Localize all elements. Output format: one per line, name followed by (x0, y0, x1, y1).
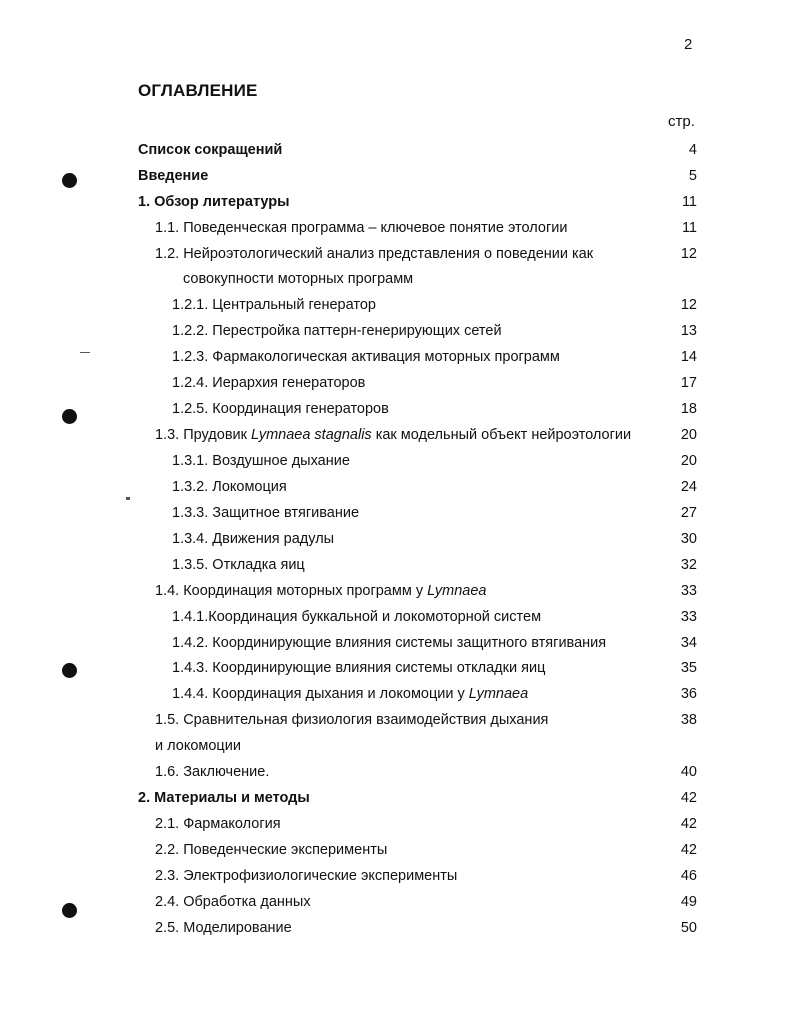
toc-entry-text: и локомоции (155, 738, 241, 754)
toc-entry[interactable] (0, 502, 793, 524)
toc-entry[interactable] (0, 709, 793, 731)
toc-entry-page: 13 (680, 323, 697, 339)
toc-entry-text (155, 424, 631, 446)
toc-entry-text: 2.3. Электрофизиологические эксперименты (155, 868, 458, 884)
toc-entry-text-prefix: 1.3. Прудовик (155, 427, 252, 443)
toc-entry[interactable] (0, 554, 793, 576)
toc-entry-text: Введение (138, 168, 209, 184)
toc-entry-text: 1.2.1. Центральный генератор (172, 297, 376, 313)
toc-entry[interactable] (0, 346, 793, 368)
toc-entry[interactable] (0, 787, 793, 809)
toc-entry-text: 1.3.3. Защитное втягивание (172, 505, 360, 521)
toc-entry-page: 20 (680, 453, 697, 469)
toc-entry[interactable] (0, 398, 793, 420)
toc-entry[interactable] (0, 839, 793, 861)
toc-entry-page: 4 (688, 142, 697, 158)
toc-entry[interactable] (0, 243, 793, 265)
toc-entry-text: совокупности моторных программ (183, 271, 414, 287)
toc-entry-text: 1.2.4. Иерархия генераторов (172, 375, 366, 391)
toc-entry-page: 27 (680, 505, 697, 521)
toc-entry-text: 1. Обзор литературы (138, 194, 290, 210)
toc-entry-continuation (0, 268, 793, 290)
toc-entry-page: 17 (680, 375, 697, 391)
toc-entry-text-prefix: 1.4. Координация моторных программ у (155, 583, 428, 599)
toc-entry-text-prefix: 1.4.4. Координация дыхания и локомоции у (172, 686, 469, 702)
toc-entry-page: 5 (688, 168, 697, 184)
toc-entry[interactable] (0, 139, 793, 161)
toc-entry-text: 2.1. Фармакология (155, 816, 281, 832)
toc-entry-page: 30 (680, 531, 697, 547)
toc-entry[interactable] (0, 580, 793, 602)
toc-entry-page: 12 (680, 297, 697, 313)
species-name-italic: Lymnaea stagnalis (251, 427, 372, 443)
toc-entry-text: 1.3.4. Движения радулы (172, 531, 335, 547)
toc-entry-text: 2. Материалы и методы (138, 790, 310, 806)
toc-entry[interactable] (0, 891, 793, 913)
toc-entry-page: 42 (680, 790, 697, 806)
toc-entry-page: 33 (680, 583, 697, 599)
toc-entry[interactable] (0, 476, 793, 498)
toc-entry[interactable] (0, 165, 793, 187)
toc-entry-page: 46 (680, 868, 697, 884)
toc-entry-text: 1.4.2. Координирующие влияния системы защитного втягивания (172, 635, 607, 651)
toc-entry-page: 11 (681, 220, 697, 236)
toc-entry[interactable] (0, 865, 793, 887)
toc-entry-text: Список сокращений (138, 142, 283, 158)
page-number: 2 (684, 36, 693, 53)
page-title: ОГЛАВЛЕНИЕ (138, 81, 258, 100)
toc-entry[interactable] (0, 372, 793, 394)
toc-entry-page: 50 (680, 920, 697, 936)
toc-entry-page: 33 (680, 609, 697, 625)
toc-entry[interactable] (0, 606, 793, 628)
toc-entry-page: 11 (681, 194, 697, 210)
toc-entry[interactable] (0, 320, 793, 342)
toc-entry-text: 1.3.5. Откладка яиц (172, 557, 305, 573)
toc-entry-page: 36 (680, 686, 697, 702)
toc-entry-page: 49 (680, 894, 697, 910)
toc-entry-text: 2.4. Обработка данных (155, 894, 311, 910)
toc-entry-page: 32 (680, 557, 697, 573)
toc-entry[interactable] (0, 657, 793, 679)
species-name-italic: Lymnaea (468, 686, 529, 702)
toc-entry-page: 35 (680, 660, 697, 676)
toc-entry[interactable] (0, 450, 793, 472)
toc-entry-page: 18 (680, 401, 697, 417)
toc-entry[interactable] (0, 632, 793, 654)
toc-entry-text: 1.6. Заключение. (155, 764, 270, 780)
toc-entry-text: 1.2.5. Координация генераторов (172, 401, 389, 417)
toc-entry-page: 38 (680, 712, 697, 728)
toc-entry[interactable] (0, 528, 793, 550)
toc-entry-text: 1.1. Поведенческая программа – ключевое понятие этологии (155, 220, 568, 236)
toc-entry-page: 20 (680, 427, 697, 443)
toc-entry-text: 1.3.2. Локомоция (172, 479, 287, 495)
toc-entry-page: 12 (680, 246, 697, 262)
page-column-label: стр. (668, 113, 695, 130)
toc-entry[interactable] (0, 191, 793, 213)
toc-entry-text-suffix: как модельный объект нейроэтологии (371, 427, 632, 443)
toc-entry-page: 14 (680, 349, 697, 365)
toc-entry-page: 34 (680, 635, 697, 651)
toc-entry[interactable] (0, 813, 793, 835)
toc-entry-continuation (0, 735, 793, 757)
toc-entry-text: 1.5. Сравнительная физиология взаимодействия дыхания (155, 712, 549, 728)
toc-entry[interactable] (0, 294, 793, 316)
toc-entry-page: 24 (680, 479, 697, 495)
toc-entry-text: 1.4.1.Координация буккальной и локомоторной систем (172, 609, 542, 625)
toc-entry[interactable] (0, 683, 793, 705)
toc-entry-text (155, 580, 487, 602)
toc-entry-text: 1.2.2. Перестройка паттерн-генерирующих сетей (172, 323, 502, 339)
species-name-italic: Lymnaea (427, 583, 487, 599)
toc-entry[interactable] (0, 217, 793, 239)
toc-entry-text: 2.5. Моделирование (155, 920, 292, 936)
toc-entry-text (172, 683, 528, 705)
toc-entry-text: 1.3.1. Воздушное дыхание (172, 453, 350, 469)
toc-entry[interactable] (0, 424, 793, 446)
toc-entry-page: 42 (680, 816, 697, 832)
toc-entry[interactable] (0, 761, 793, 783)
toc-entry-page: 42 (680, 842, 697, 858)
toc-entry-text: 1.4.3. Координирующие влияния системы откладки яиц (172, 660, 546, 676)
toc-entry-page: 40 (680, 764, 697, 780)
toc-entry-text: 1.2.3. Фармакологическая активация моторных программ (172, 349, 560, 365)
toc-entry[interactable] (0, 917, 793, 939)
toc-entry-text: 1.2. Нейроэтологический анализ представления о поведении как (155, 246, 594, 262)
toc-entry-text: 2.2. Поведенческие эксперименты (155, 842, 388, 858)
